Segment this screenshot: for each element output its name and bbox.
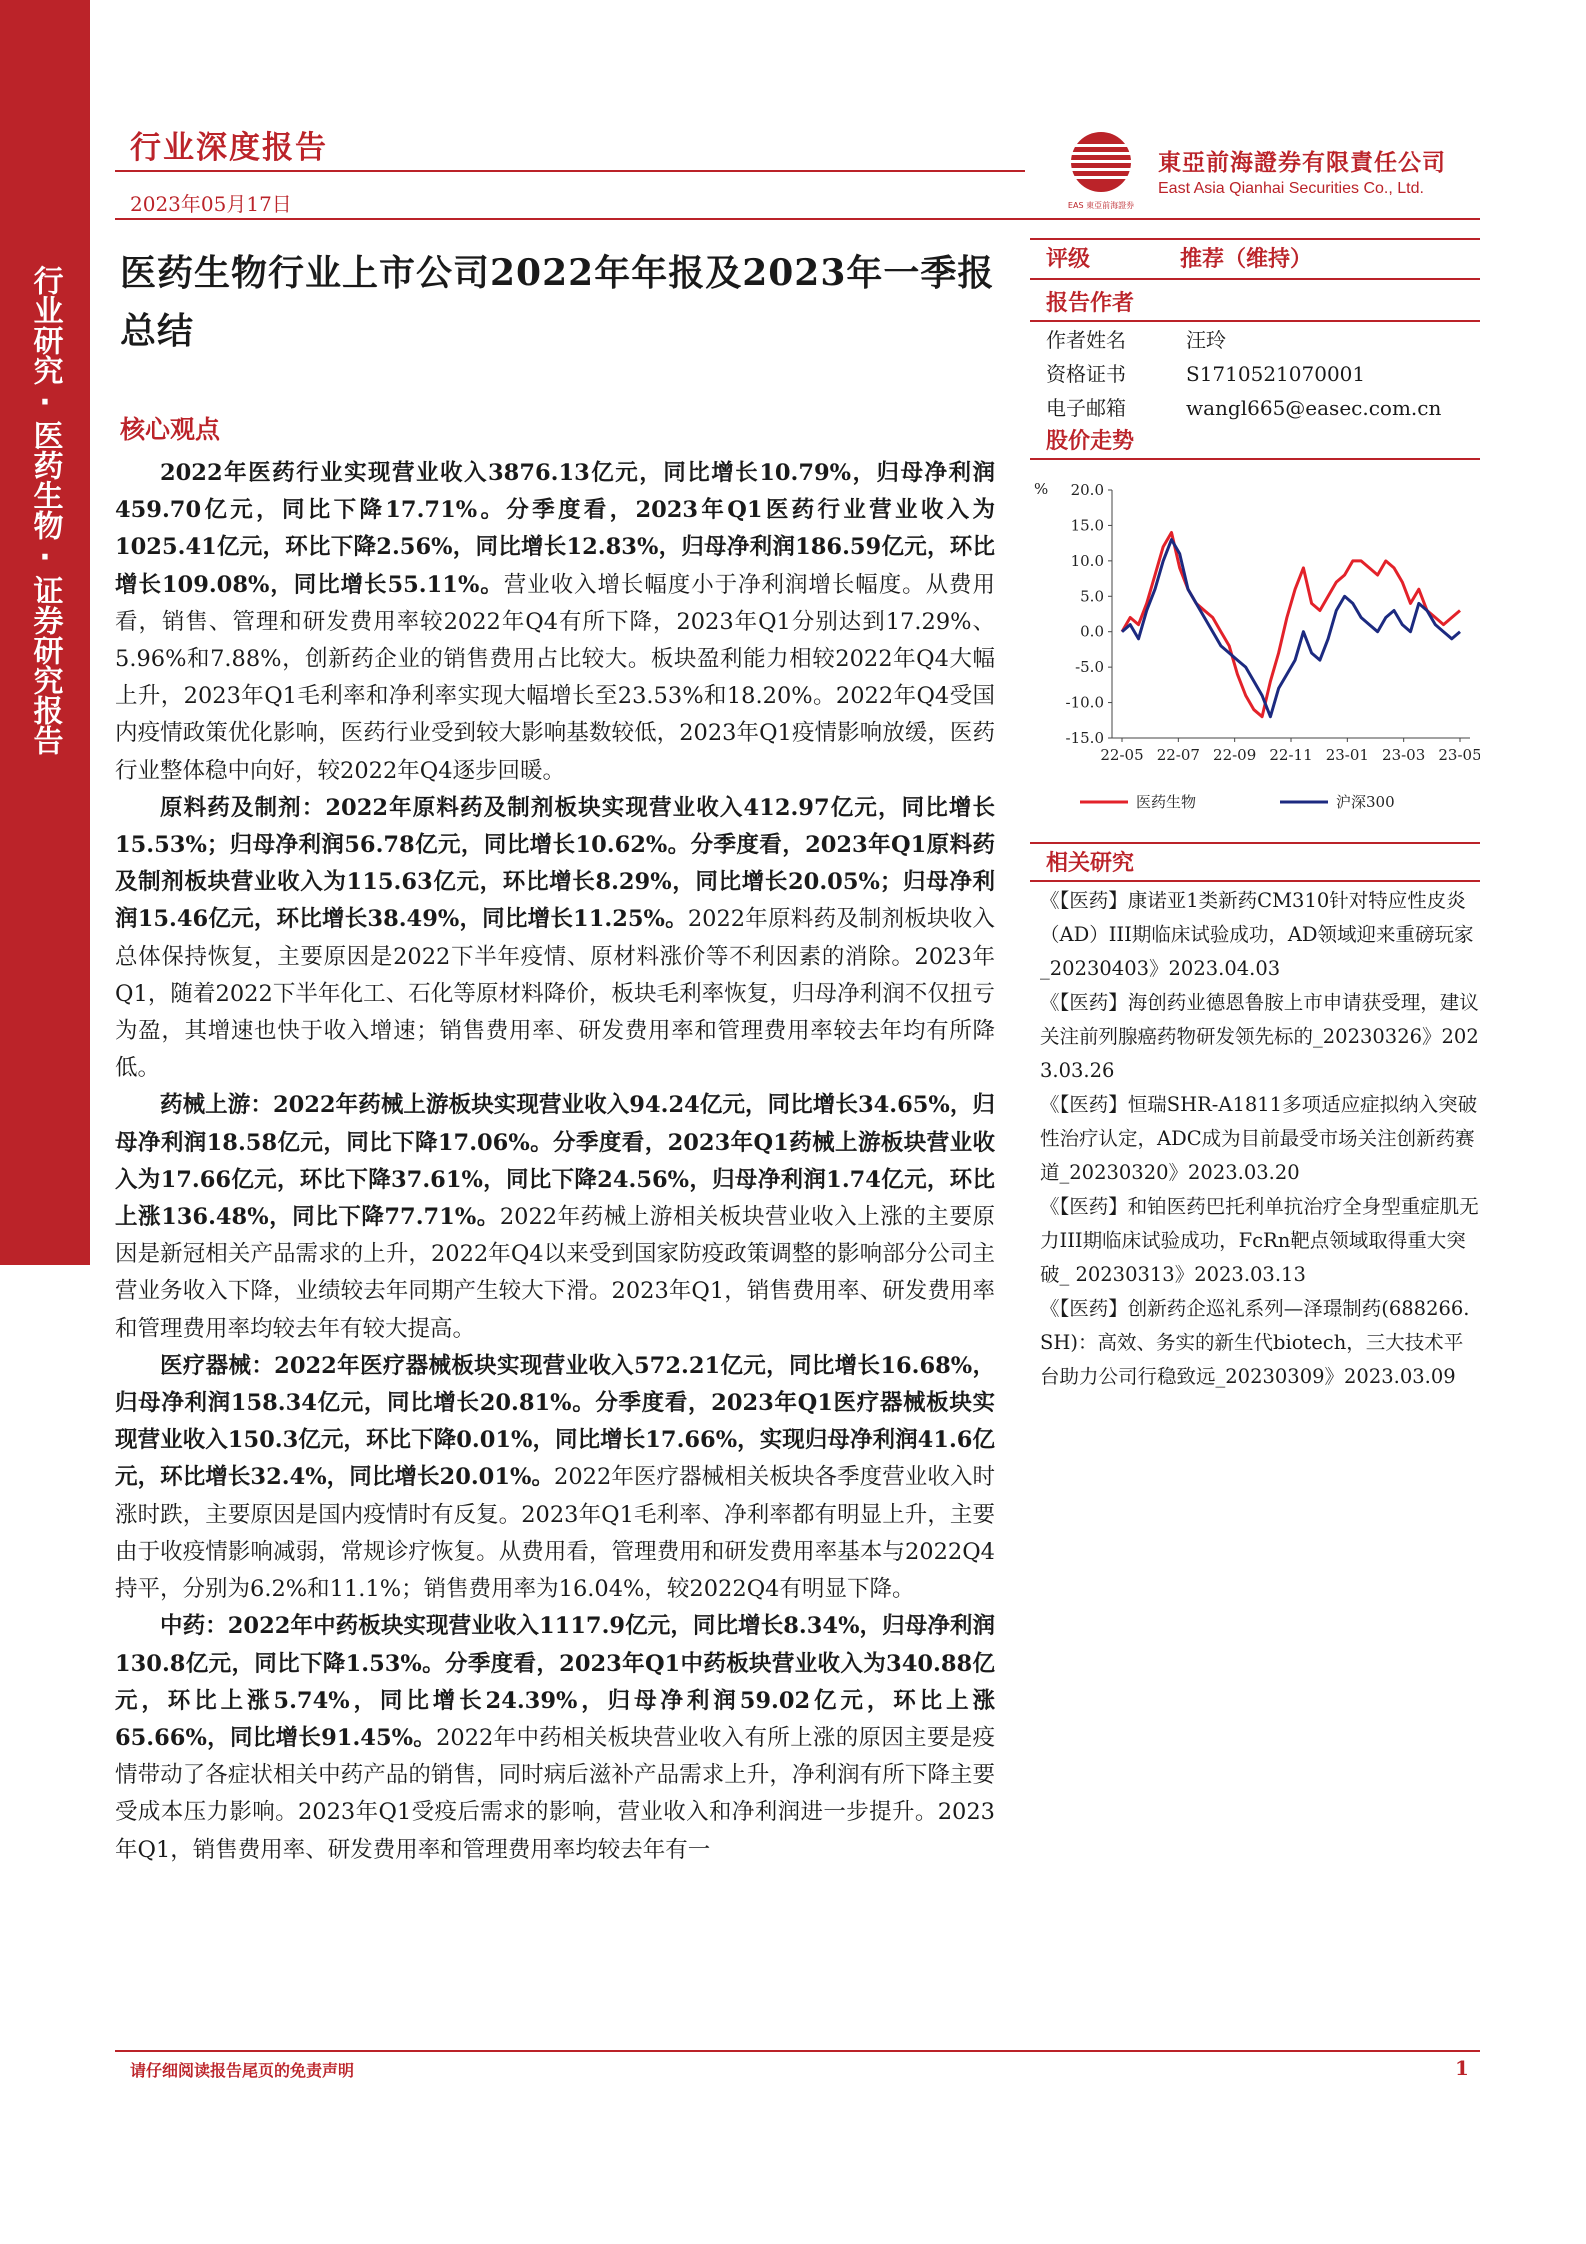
rating-top-rule [1030,238,1480,240]
paragraph-api [115,790,995,1088]
upstream-text: 2022年药械上游相关板块营业收入上涨的主要原因是新冠相关产品需求的上升，2022年Q4以来受到国家防疫政策调整的影响部分公司主营业务收入下降，业绩较去年同期产生较大下滑。2023年Q1，销售费用率、研发费用率和管理费用率均较去年有较大提高。 [115,1204,995,1342]
related-rule [1030,880,1480,882]
legend-label: 沪深300 [1336,793,1395,811]
x-tick-label: 22-09 [1213,746,1257,764]
related-heading: 相关研究 [1046,851,1135,876]
report-date: 2023年05月17日 [130,192,292,216]
x-tick-label: 22-07 [1156,746,1200,764]
page-title: 医药生物行业上市公司2022年年报及2023年一季报总结 [120,252,995,352]
y-unit-label: % [1034,480,1049,498]
y-tick-label: -10.0 [1065,693,1104,712]
disclaimer-note: 请仔细阅读报告尾页的免责声明 [130,2061,355,2080]
related-top-rule [1030,842,1480,844]
legend-label: 医药生物 [1136,793,1197,811]
related-list [1040,884,1480,1394]
author-rule [1030,320,1480,322]
x-tick-label: 22-11 [1269,746,1313,764]
related-heading-wrap [1030,846,1480,877]
api-bold: 原料药及制剂：2022年原料药及制剂板块实现营业收入412.97亿元，同比增长15.53%；归母净利润56.78亿元，同比增长10.62%。分季度看，2023年Q1原料药及制剂板块营业收入为115.63亿元，环比增长8.29%，同比增长20.05%；归母净利润15.46亿元，环比增长38.49%，同比增长11.25%。 [115,794,995,933]
series-line-0 [1122,533,1460,717]
x-tick-label: 23-05 [1438,746,1480,764]
y-tick-label: -15.0 [1065,729,1104,747]
company-name-en: East Asia Qianhai Securities Co., Ltd. [1158,180,1424,197]
api-text: 2022年原料药及制剂板块收入总体保持恢复，主要原因是2022下半年疫情、原材料涨价等不利因素的消除。2023年Q1，随着2022下半年化工、石化等原材料降价，板块毛利率恢复，归母净利润不仅扭亏为盈，其增速也快于收入增速；销售费用率、研发费用率和管理费用率较去年均有所降低。 [115,906,995,1082]
company-logo-icon [1065,130,1137,214]
overview-text: 营业收入增长幅度小于净利润增长幅度。从费用看，销售、管理和研发费用率较2022年Q4有所下降，2023年Q1分别达到17.29%、5.96%和7.88%，创新药企业的销售费用占比较大。板块盈利能力相较2022年Q4大幅上升，2023年Q1毛利率和净利率实现大幅增长至23.53%和18.20%。2022年Q4受国内疫情政策优化影响，医药行业受到较大影响基数较低，2023年Q1疫情影响放缓，医药行业整体稳中向好，较2022年Q4逐步回暖。 [115,571,995,784]
y-tick-label: 20.0 [1070,481,1104,499]
stock-heading: 股价走势 [1046,429,1135,454]
sidebar-band [0,0,90,1265]
author-heading: 报告作者 [1046,291,1135,316]
paragraph-device [115,1348,995,1608]
overview-bold: 2022年医药行业实现营业收入3876.13亿元，同比增长10.79%，归母净利润459.70亿元，同比下降17.71%。分季度看，2023年Q1医药行业营业收入为1025.41亿元，环比下降2.56%，同比增长12.83%，归母净利润186.59亿元，环比增长109.08%，同比增长55.11%。 [115,460,995,598]
related-item[interactable]: 《【医药】和铂医药巴托利单抗治疗全身型重症肌无力III期临床试验成功，FcRn靶点领域取得重大突破_ 20230313》2023.03.13 [1040,1195,1479,1286]
paragraph-overview [115,455,995,790]
page-number: 1 [1455,2056,1469,2080]
related-item[interactable]: 《【医药】海创药业德恩鲁胺上市申请获受理，建议关注前列腺癌药物研发领先标的_20230326》2023.03.26 [1040,991,1479,1082]
header-divider [115,170,1025,172]
related-item[interactable]: 《【医药】恒瑞SHR-A1811多项适应症拟纳入突破性治疗认定，ADC成为目前最受市场关注创新药赛道_20230320》2023.03.20 [1040,1093,1478,1184]
author-name-label: 作者姓名 [1046,328,1126,352]
tcm-text: 2022年中药相关板块营业收入有所上涨的原因主要是疫情带动了各症状相关中药产品的销售，同时病后滋补产品需求上升，净利润有所下降主要受成本压力影响。2023年Q1受疫后需求的影响，营业收入和净利润进一步提升。2023年Q1，销售费用率、研发费用率和管理费用率均较去年有一 [115,1724,996,1863]
paragraph-upstream [115,1087,995,1347]
tcm-bold: 中药：2022年中药板块实现营业收入1117.9亿元，同比增长8.34%，归母净利润130.8亿元，同比下降1.53%。分季度看，2023年Q1中药板块营业收入为340.88亿元，环比上涨5.74%，同比增长24.39%，归母净利润59.02亿元，环比上涨65.66%，同比增长91.45%。 [115,1613,995,1751]
core-heading: 核心观点 [120,415,221,444]
stock-heading-wrap [1030,424,1480,455]
stock-chart-svg [1030,470,1480,830]
author-email-label: 电子邮箱 [1046,396,1126,420]
stock-rule [1030,458,1480,460]
report-type: 行业深度报告 [130,130,328,166]
rating-label: 评级 [1046,247,1091,272]
author-cert-label: 资格证书 [1046,362,1126,386]
rating-value: 推荐（维持） [1180,247,1313,272]
series-line-1 [1122,540,1460,717]
core-body [115,455,995,1869]
upstream-bold: 药械上游：2022年药械上游板块实现营业收入94.24亿元，同比增长34.65%，归母净利润18.58亿元，同比下降17.06%。分季度看，2023年Q1药械上游板块营业收入为17.66亿元，环比下降37.61%，同比下降24.56%，归母净利润1.74亿元，环比上涨136.48%，同比下降77.71%。 [115,1092,995,1231]
x-tick-label: 23-03 [1382,746,1426,764]
x-tick-label: 23-01 [1325,746,1369,764]
y-tick-label: 10.0 [1070,551,1104,570]
y-tick-label: 0.0 [1080,622,1104,641]
sidebar-label: 行业研究·医药生物·证券研究报告 [27,265,63,755]
author-name: 汪玲 [1186,328,1226,352]
device-bold: 医疗器械：2022年医疗器械板块实现营业收入572.21亿元，同比增长16.68%，归母净利润158.34亿元，同比增长20.81%。分季度看，2023年Q1医疗器械板块实现营业收入150.3亿元，环比下降0.01%，同比增长17.66%，实现归母净利润41.6亿元，环比增长32.4%，同比增长20.01%。 [115,1352,995,1491]
stock-chart [1030,470,1480,830]
author-cert: S1710521070001 [1186,362,1366,386]
logo-caption: EAS 東亞前海證券 [1067,201,1135,210]
y-tick-label: 15.0 [1070,516,1104,535]
device-text: 2022年医疗器械相关板块各季度营业收入时涨时跌，主要原因是国内疫情时有反复。2023年Q1毛利率、净利率都有明显上升，主要由于收疫情影响减弱，常规诊疗恢复。从费用看，管理费用和研发费用率基本与2022Q4持平，分别为6.2%和11.1%；销售费用率为16.04%，较2022Q4有明显下降。 [115,1464,996,1603]
company-name-cn: 東亞前海證券有限責任公司 [1158,150,1446,176]
y-tick-label: 5.0 [1080,587,1104,606]
footer-rule [115,2050,1480,2052]
x-tick-label: 22-05 [1100,746,1144,764]
author-table [1046,323,1441,425]
header-rule [115,218,1480,220]
author-heading-wrap [1030,286,1480,317]
paragraph-tcm [115,1608,995,1868]
y-tick-label: -5.0 [1075,658,1104,677]
related-item[interactable]: 《【医药】创新药企巡礼系列—泽璟制药(688266.SH)：高效、务实的新生代biotech，三大技术平台助力公司行稳致远_20230309》2023.03.09 [1040,1297,1470,1388]
author-email[interactable]: wangl665@easec.com.cn [1186,396,1442,420]
rating-bottom-rule [1030,278,1480,280]
related-item[interactable]: 《【医药】康诺亚1类新药CM310针对特应性皮炎（AD）III期临床试验成功，AD领域迎来重磅玩家_20230403》2023.04.03 [1040,889,1474,980]
